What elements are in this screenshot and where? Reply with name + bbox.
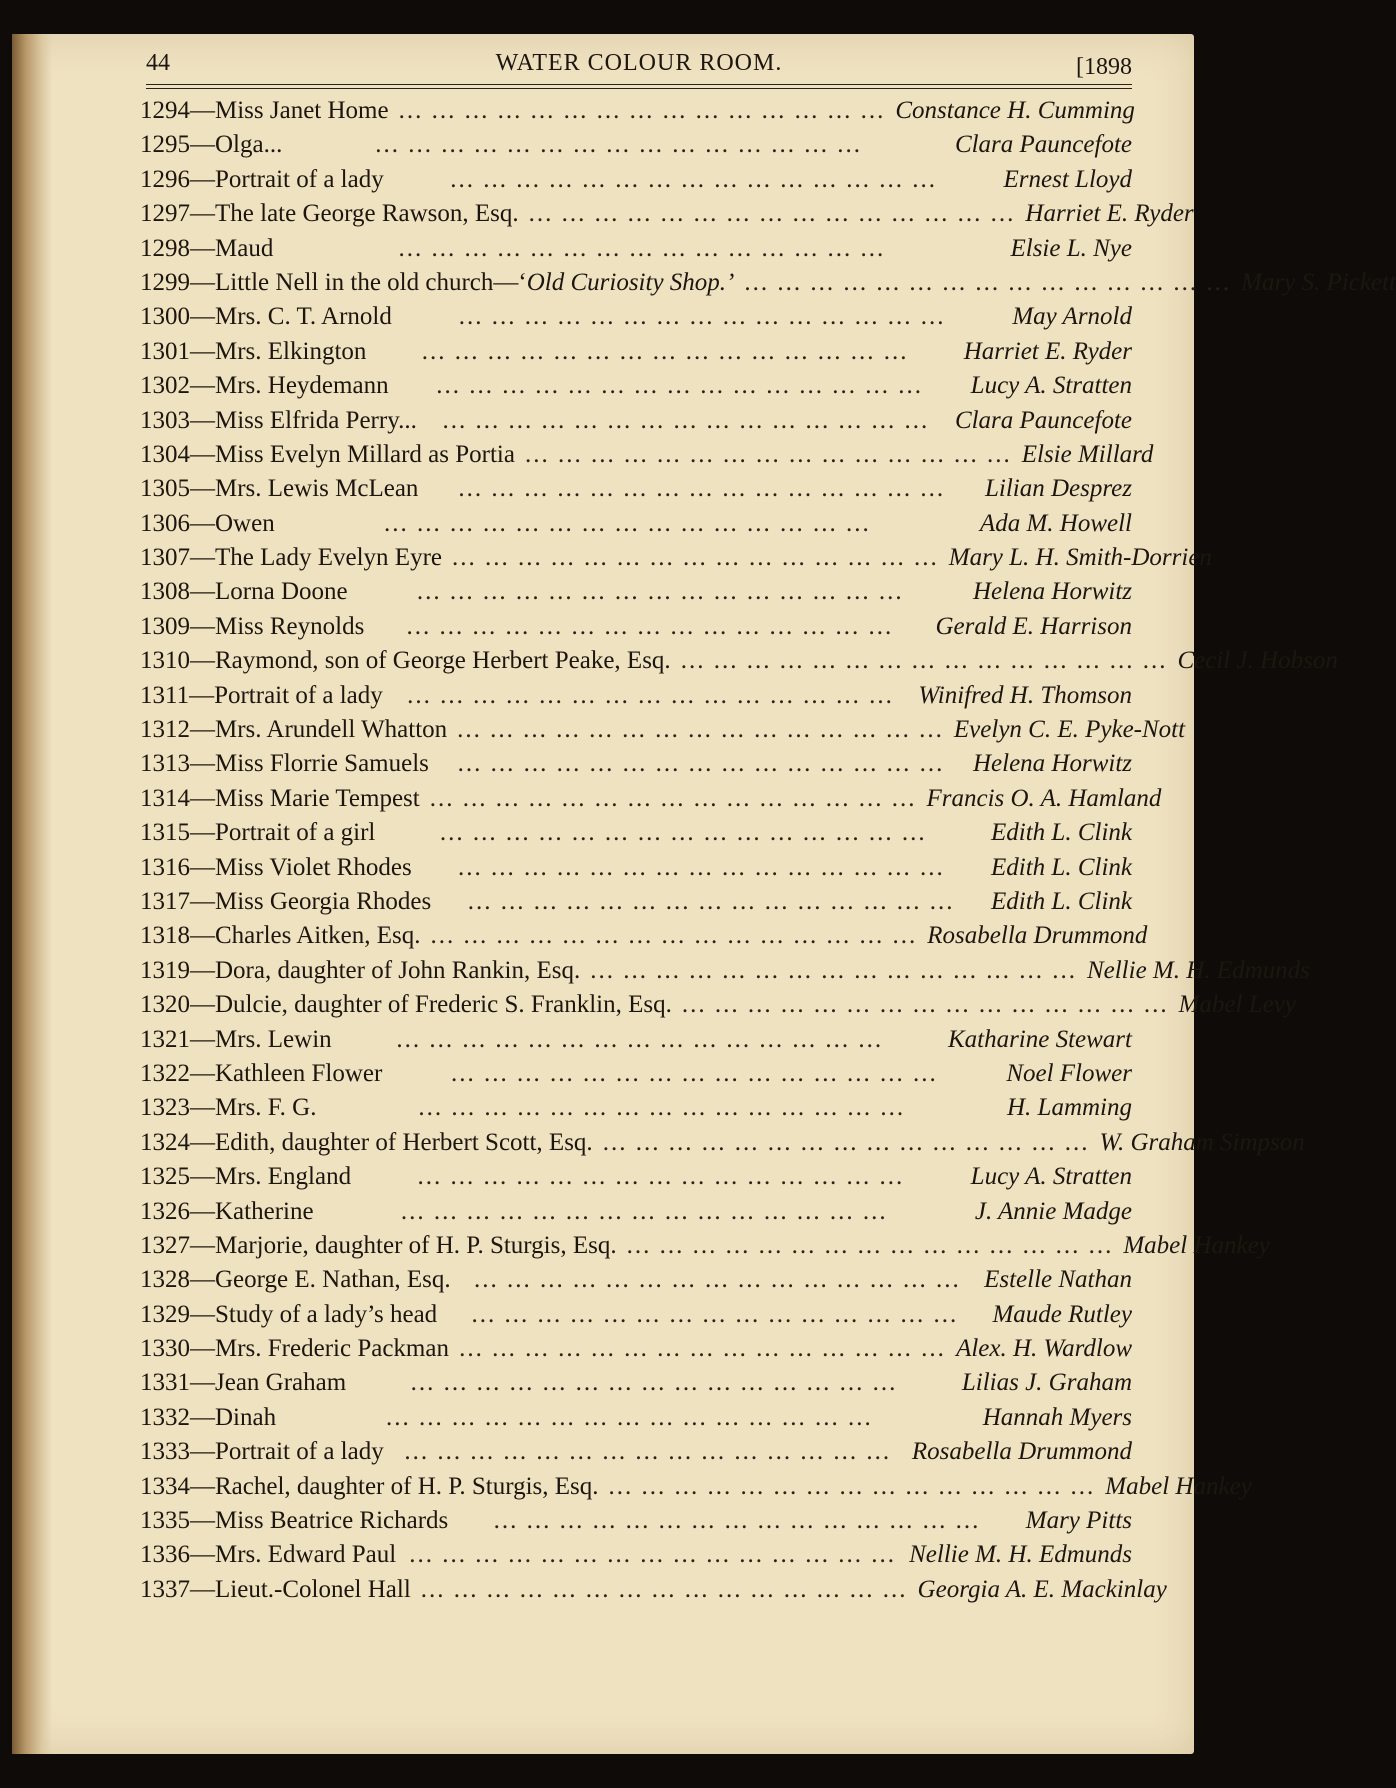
- entry-number: 1313: [140, 750, 190, 778]
- entry-artist: J. Annie Madge: [974, 1197, 1132, 1225]
- catalogue-entry: [140, 713, 1186, 747]
- entry-number: 1335: [140, 1507, 190, 1535]
- entry-artist: Rosabella Drummond: [911, 1438, 1132, 1466]
- entry-dash: —: [190, 784, 215, 812]
- entry-dash: —: [190, 887, 215, 915]
- entry-dash: —: [190, 475, 215, 503]
- catalogue-entry: [140, 197, 1194, 231]
- entry-number: 1302: [140, 372, 190, 400]
- entry-title: Miss Janet Home: [215, 97, 389, 124]
- entry-dash: —: [190, 991, 215, 1019]
- entry-title: Portrait of a lady: [215, 1438, 384, 1466]
- entry-number: 1326: [140, 1197, 190, 1225]
- dot-leader: ... ... ... ... ... ... ... ... ... ... ... ... ... ... ...: [442, 406, 930, 434]
- entry-number: 1328: [140, 1266, 190, 1294]
- entry-title: Miss Beatrice Richards: [215, 1507, 449, 1535]
- dot-leader: ... ... ... ... ... ... ... ... ... ... ... ... ... ... ...: [524, 440, 1012, 468]
- catalogue-entries: [140, 94, 1396, 1607]
- catalogue-entry: [140, 747, 1132, 781]
- entry-artist: Clara Pauncefote: [954, 406, 1132, 434]
- entry-dash: —: [190, 97, 215, 124]
- entry-title: Katherine: [215, 1197, 314, 1225]
- entry-number: 1334: [140, 1472, 190, 1500]
- dot-leader: ... ... ... ... ... ... ... ... ... ... ... ... ... ... ...: [418, 1094, 906, 1122]
- entry-number: 1314: [140, 784, 190, 812]
- entry-artist: Gerald E. Harrison: [935, 612, 1132, 640]
- entry-artist: Francis O. A. Hamland: [926, 784, 1162, 812]
- catalogue-entry: [140, 1332, 1132, 1366]
- entry-artist: Lucy A. Stratten: [970, 1163, 1132, 1191]
- dot-leader: ... ... ... ... ... ... ... ... ... ... ... ... ... ... ...: [467, 887, 955, 915]
- catalogue-entry: [140, 128, 1132, 162]
- catalogue-entry: [140, 163, 1132, 197]
- entry-artist: Mary Pitts: [1025, 1507, 1132, 1535]
- catalogue-entry: [140, 575, 1132, 609]
- entry-title: Miss Violet Rhodes: [215, 853, 412, 881]
- entry-title: Marjorie, daughter of H. P. Sturgis, Esq.: [215, 1231, 617, 1259]
- entry-number: 1318: [140, 922, 190, 950]
- entry-dash: —: [190, 1231, 215, 1259]
- entry-number: 1325: [140, 1163, 190, 1191]
- catalogue-entry: [140, 851, 1132, 885]
- entry-dash: —: [190, 1472, 215, 1500]
- entry-dash: —: [190, 544, 215, 572]
- entry-title: Mrs. F. G.: [215, 1094, 317, 1122]
- entry-artist: H. Lamming: [1006, 1094, 1132, 1122]
- dot-leader: ... ... ... ... ... ... ... ... ... ... ... ... ... ... ...: [471, 1300, 959, 1328]
- dot-leader: ... ... ... ... ... ... ... ... ... ... ... ... ... ... ...: [404, 1438, 892, 1466]
- catalogue-entry: [140, 1160, 1132, 1194]
- entry-artist: Ernest Lloyd: [1003, 165, 1132, 193]
- entry-number: 1296: [140, 165, 190, 193]
- entry-title: The late George Rawson, Esq.: [215, 200, 519, 228]
- entry-dash: —: [190, 268, 215, 296]
- entry-number: 1303: [140, 406, 190, 434]
- entry-dash: —: [190, 612, 215, 640]
- entry-number: 1332: [140, 1403, 190, 1431]
- entry-artist: May Arnold: [1012, 303, 1132, 331]
- catalogue-entry: [140, 300, 1132, 334]
- catalogue-entry: [140, 335, 1132, 369]
- entry-dash: —: [190, 406, 215, 434]
- entry-title: Mrs. Heydemann: [215, 372, 389, 400]
- entry-title: Study of a lady’s head: [215, 1300, 438, 1328]
- catalogue-entry: [140, 232, 1132, 266]
- entry-dash: —: [190, 131, 215, 159]
- catalogue-entry: [140, 610, 1132, 644]
- dot-leader: ... ... ... ... ... ... ... ... ... ... ... ... ... ... ...: [457, 750, 945, 778]
- entry-title-italic: Old Curiosity Shop.’: [526, 268, 735, 296]
- entry-artist: Lilian Desprez: [985, 475, 1132, 503]
- entry-title: Raymond, son of George Herbert Peake, Esq.: [215, 647, 671, 675]
- dot-leader: ... ... ... ... ... ... ... ... ... ... ... ... ... ... ...: [436, 372, 923, 400]
- catalogue-entry: [140, 1298, 1132, 1332]
- dot-leader: ... ... ... ... ... ... ... ... ... ... ... ... ... ... ...: [406, 612, 894, 640]
- entry-artist: Edith L. Clink: [991, 853, 1132, 881]
- dot-leader: ... ... ... ... ... ... ... ... ... ... ... ... ... ... ...: [400, 1197, 888, 1225]
- catalogue-entry: [140, 541, 1212, 575]
- running-title: WATER COLOUR ROOM.: [495, 50, 783, 76]
- entry-artist: Lucy A. Stratten: [970, 372, 1132, 400]
- catalogue-entry: [140, 1366, 1132, 1400]
- catalogue-entry: [140, 1229, 1270, 1263]
- entry-artist: Edith L. Clink: [991, 819, 1132, 847]
- entry-dash: —: [190, 922, 215, 950]
- entry-number: 1309: [140, 612, 190, 640]
- entry-number: 1320: [140, 991, 190, 1019]
- catalogue-entry: [140, 404, 1132, 438]
- entry-artist: Clara Pauncefote: [954, 131, 1132, 159]
- entry-dash: —: [190, 1300, 215, 1328]
- dot-leader: ... ... ... ... ... ... ... ... ... ... ... ... ... ... ...: [457, 716, 944, 744]
- entry-number: 1308: [140, 578, 190, 606]
- entry-number: 1310: [140, 647, 190, 675]
- entry-dash: —: [190, 200, 215, 228]
- entry-artist: Edith L. Clink: [991, 887, 1132, 915]
- entry-number: 1306: [140, 509, 190, 537]
- dot-leader: ... ... ... ... ... ... ... ... ... ... ... ... ... ... ...: [398, 234, 886, 262]
- dot-leader: ... ... ... ... ... ... ... ... ... ... ... ... ... ... ...: [590, 956, 1077, 984]
- entry-title: Portrait of a girl: [215, 819, 376, 847]
- dot-leader: ... ... ... ... ... ... ... ... ... ... ... ... ... ... ...: [450, 165, 937, 193]
- entry-dash: —: [190, 956, 215, 984]
- dot-leader: ... ... ... ... ... ... ... ... ... ... ... ... ... ... ...: [410, 1369, 898, 1397]
- entry-dash: —: [190, 372, 215, 400]
- entry-dash: —: [190, 234, 215, 262]
- entry-artist: Lilias J. Graham: [961, 1369, 1132, 1397]
- entry-title: Mrs. Frederic Packman: [215, 1335, 449, 1363]
- entry-number: 1329: [140, 1300, 190, 1328]
- entry-title: Mrs. England: [215, 1163, 352, 1191]
- catalogue-entry: [140, 94, 1135, 128]
- entry-dash: —: [190, 1059, 215, 1087]
- catalogue-entry: [140, 438, 1154, 472]
- entry-dash: —: [190, 1403, 215, 1431]
- dot-leader: ... ... ... ... ... ... ... ... ... ... ... ... ... ... ...: [439, 819, 927, 847]
- entry-number: 1305: [140, 475, 190, 503]
- entry-artist: Hannah Myers: [982, 1403, 1132, 1431]
- catalogue-entry: [140, 1057, 1132, 1091]
- dot-leader: ... ... ... ... ... ... ... ... ... ... ... ... ... ... ...: [420, 1575, 908, 1603]
- entry-title: Mrs. Elkington: [215, 337, 367, 365]
- entry-number: 1300: [140, 303, 190, 331]
- catalogue-entry: [140, 816, 1132, 850]
- catalogue-entry: [140, 1573, 1167, 1607]
- entry-number: 1304: [140, 440, 190, 468]
- entry-artist: Georgia A. E. Mackinlay: [917, 1575, 1167, 1603]
- catalogue-entry: [140, 507, 1132, 541]
- entry-dash: —: [190, 716, 215, 744]
- entry-title: Lieut.-Colonel Hall: [215, 1575, 411, 1603]
- entry-number: 1336: [140, 1541, 190, 1569]
- entry-number: 1301: [140, 337, 190, 365]
- entry-number: 1299: [140, 268, 190, 296]
- header-rule-top: [146, 84, 1132, 85]
- entry-title: Kathleen Flower: [215, 1059, 383, 1087]
- dot-leader: ... ... ... ... ... ... ... ... ... ... ... ... ... ... ...: [375, 131, 863, 159]
- entry-dash: —: [190, 1197, 215, 1225]
- entry-dash: —: [190, 647, 215, 675]
- entry-title: Miss Marie Tempest: [215, 784, 420, 812]
- entry-number: 1330: [140, 1335, 190, 1363]
- entry-title: Olga...: [215, 131, 283, 159]
- entry-number: 1319: [140, 956, 190, 984]
- entry-artist: Mabel Hankey: [1123, 1231, 1270, 1259]
- entry-artist: Mabel Levy: [1178, 991, 1296, 1019]
- entry-title: Maud: [215, 234, 274, 262]
- entry-artist: Mary L. H. Smith-Dorrien: [948, 544, 1212, 572]
- dot-leader: ... ... ... ... ... ... ... ... ... ... ... ... ... ... ...: [493, 1507, 981, 1535]
- entry-artist: Elsie Millard: [1021, 440, 1154, 468]
- entry-dash: —: [190, 165, 215, 193]
- dot-leader: ... ... ... ... ... ... ... ... ... ... ... ... ... ... ...: [473, 1266, 961, 1294]
- entry-artist: Rosabella Drummond: [927, 922, 1148, 950]
- entry-title: Mrs. Arundell Whatton: [215, 716, 448, 744]
- entry-artist: Nellie M. H. Edmunds: [1086, 956, 1310, 984]
- dot-leader: ... ... ... ... ... ... ... ... ... ... ... ... ... ... ...: [429, 784, 917, 812]
- catalogue-entry: [140, 1126, 1305, 1160]
- catalogue-entry: [140, 1470, 1252, 1504]
- entry-title: Miss Reynolds: [215, 612, 365, 640]
- entry-title: Mrs. Lewin: [215, 1025, 332, 1053]
- catalogue-entry: [140, 1023, 1132, 1057]
- entry-artist: Helena Horwitz: [972, 578, 1132, 606]
- catalogue-entry: [140, 885, 1132, 919]
- dot-leader: ... ... ... ... ... ... ... ... ... ... ... ... ... ... ...: [409, 1541, 897, 1569]
- catalogue-entry: [140, 782, 1162, 816]
- dot-leader: ... ... ... ... ... ... ... ... ... ... ... ... ... ... ...: [602, 1128, 1090, 1156]
- dot-leader: ... ... ... ... ... ... ... ... ... ... ... ... ... ... ...: [383, 509, 871, 537]
- book-gutter: [12, 34, 52, 1754]
- entry-dash: —: [190, 1575, 215, 1603]
- dot-leader: ... ... ... ... ... ... ... ... ... ... ... ... ... ... ...: [458, 475, 946, 503]
- entry-title: Mrs. Lewis McLean: [215, 475, 419, 503]
- entry-number: 1321: [140, 1025, 190, 1053]
- dot-leader: ... ... ... ... ... ... ... ... ... ... ... ... ... ... ...: [396, 1025, 884, 1053]
- catalogue-entry: [140, 1091, 1132, 1125]
- entry-artist: Alex. H. Wardlow: [956, 1335, 1132, 1363]
- dot-leader: ... ... ... ... ... ... ... ... ... ... ... ... ... ... ...: [450, 1059, 938, 1087]
- catalogue-entry: [140, 1401, 1132, 1435]
- dot-leader: ... ... ... ... ... ... ... ... ... ... ... ... ... ... ...: [386, 1403, 873, 1431]
- entry-title: Charles Aitken, Esq.: [215, 922, 421, 950]
- page-number: 44: [146, 50, 170, 76]
- entry-artist: Cecil J. Hobson: [1177, 647, 1338, 675]
- dot-leader: ... ... ... ... ... ... ... ... ... ... ... ... ... ... ...: [528, 200, 1016, 228]
- entry-dash: —: [190, 1438, 215, 1466]
- entry-title: Owen: [215, 509, 275, 537]
- dot-leader: ... ... ... ... ... ... ... ... ... ... ... ... ... ... ...: [417, 1163, 905, 1191]
- dot-leader: ... ... ... ... ... ... ... ... ... ... ... ... ... ... ...: [398, 97, 886, 124]
- entry-artist: Harriet E. Ryder: [1025, 200, 1194, 228]
- entry-dash: —: [190, 303, 215, 331]
- entry-dash: —: [190, 819, 215, 847]
- entry-dash: —: [190, 853, 215, 881]
- entry-number: 1295: [140, 131, 190, 159]
- entry-dash: —: [190, 337, 215, 365]
- entry-title: Mrs. C. T. Arnold: [215, 303, 392, 331]
- dot-leader: ... ... ... ... ... ... ... ... ... ... ... ... ... ... ...: [457, 853, 945, 881]
- catalogue-entry: [140, 954, 1310, 988]
- catalogue-entry: [140, 266, 1396, 300]
- entry-artist: Mary S. Pickett: [1241, 268, 1396, 296]
- entry-artist: Noel Flower: [1006, 1059, 1132, 1087]
- dot-leader: ... ... ... ... ... ... ... ... ... ... ... ... ... ... ...: [458, 303, 946, 331]
- dot-leader: ... ... ... ... ... ... ... ... ... ... ... ... ... ... ...: [681, 991, 1169, 1019]
- dot-leader: ... ... ... ... ... ... ... ... ... ... ... ... ... ... ...: [680, 647, 1168, 675]
- entry-number: 1316: [140, 853, 190, 881]
- entry-number: 1311: [140, 681, 190, 709]
- entry-artist: Elsie L. Nye: [1010, 234, 1132, 262]
- catalogue-entry: [140, 369, 1132, 403]
- dot-leader: ... ... ... ... ... ... ... ... ... ... ... ... ... ... ...: [626, 1231, 1114, 1259]
- entry-number: 1323: [140, 1094, 190, 1122]
- dot-leader: ... ... ... ... ... ... ... ... ... ... ... ... ... ... ...: [430, 922, 918, 950]
- entry-artist: W. Graham Simpson: [1099, 1128, 1305, 1156]
- dot-leader: ... ... ... ... ... ... ... ... ... ... ... ... ... ... ...: [459, 1335, 946, 1363]
- entry-dash: —: [190, 1094, 215, 1122]
- entry-title: Lorna Doone: [215, 578, 348, 606]
- entry-number: 1324: [140, 1128, 190, 1156]
- entry-artist: Ada M. Howell: [979, 509, 1132, 537]
- catalogue-entry: [140, 1435, 1132, 1469]
- entry-dash: —: [190, 1128, 215, 1156]
- entry-dash: —: [190, 1335, 215, 1363]
- entry-number: 1337: [140, 1575, 190, 1603]
- catalogue-entry: [140, 1538, 1132, 1572]
- entry-title: Jean Graham: [215, 1369, 347, 1397]
- entry-number: 1312: [140, 716, 190, 744]
- header-rule-bottom: [146, 88, 1132, 89]
- catalogue-entry: [140, 1504, 1132, 1538]
- catalogue-entry: [140, 1195, 1132, 1229]
- entry-artist: Harriet E. Ryder: [963, 337, 1132, 365]
- entry-title: Portrait of a lady: [214, 681, 383, 709]
- catalogue-entry: [140, 988, 1296, 1022]
- entry-artist: Winifred H. Thomson: [918, 681, 1132, 709]
- entry-title: Miss Evelyn Millard as Portia: [215, 440, 515, 468]
- entry-artist: Helena Horwitz: [972, 750, 1132, 778]
- entry-dash: —: [190, 1163, 215, 1191]
- entry-number: 1331: [140, 1369, 190, 1397]
- entry-title: Dora, daughter of John Rankin, Esq.: [215, 956, 581, 984]
- entry-dash: —: [190, 750, 215, 778]
- entry-dash: —: [190, 509, 215, 537]
- dot-leader: ... ... ... ... ... ... ... ... ... ... ... ... ... ... ...: [416, 578, 904, 606]
- entry-dash: —: [190, 1507, 215, 1535]
- entry-artist: Estelle Nathan: [984, 1266, 1132, 1294]
- entry-number: 1298: [140, 234, 190, 262]
- catalogue-entry: [140, 1263, 1132, 1297]
- entry-dash: —: [190, 1025, 215, 1053]
- entry-title: Little Nell in the old church—‘: [215, 268, 527, 296]
- entry-title: Miss Florrie Samuels: [215, 750, 429, 778]
- entry-title: Edith, daughter of Herbert Scott, Esq.: [215, 1128, 593, 1156]
- entry-artist: Nellie M. H. Edmunds: [909, 1541, 1132, 1569]
- entry-dash: —: [190, 440, 215, 468]
- catalogue-entry: [140, 644, 1338, 678]
- catalogue-entry: [140, 919, 1148, 953]
- entry-number: 1297: [140, 200, 190, 228]
- catalogue-entry: [140, 472, 1132, 506]
- entry-title: Dulcie, daughter of Frederic S. Franklin, Esq.: [215, 991, 672, 1019]
- dot-leader: ... ... ... ... ... ... ... ... ... ... ... ... ... ... ...: [407, 681, 894, 709]
- entry-dash: —: [190, 1266, 215, 1294]
- entry-number: 1315: [140, 819, 190, 847]
- entry-dash: —: [189, 681, 215, 709]
- entry-title: Mrs. Edward Paul: [215, 1541, 397, 1569]
- entry-artist: Mabel Hankey: [1105, 1472, 1252, 1500]
- entry-title: The Lady Evelyn Eyre: [215, 544, 442, 572]
- entry-title: Miss Georgia Rhodes: [215, 887, 432, 915]
- entry-number: 1294: [140, 97, 190, 124]
- entry-artist: Constance H. Cumming: [895, 97, 1135, 124]
- entry-title: Rachel, daughter of H. P. Sturgis, Esq.: [215, 1472, 599, 1500]
- catalogue-entry: [140, 679, 1132, 713]
- entry-dash: —: [190, 1541, 215, 1569]
- entry-title: Miss Elfrida Perry...: [215, 406, 417, 434]
- entry-dash: —: [190, 1369, 215, 1397]
- entry-title: George E. Nathan, Esq.: [215, 1266, 451, 1294]
- entry-number: 1322: [140, 1059, 190, 1087]
- entry-number: 1317: [140, 887, 190, 915]
- entry-artist: Maude Rutley: [992, 1300, 1132, 1328]
- entry-number: 1327: [140, 1231, 190, 1259]
- entry-number: 1333: [140, 1438, 190, 1466]
- dot-leader: ... ... ... ... ... ... ... ... ... ... ... ... ... ... ...: [608, 1472, 1096, 1500]
- entry-title: Dinah: [215, 1403, 277, 1431]
- entry-artist: Evelyn C. E. Pyke-Nott: [953, 716, 1186, 744]
- dot-leader: ... ... ... ... ... ... ... ... ... ... ... ... ... ... ...: [421, 337, 909, 365]
- entry-title: Portrait of a lady: [215, 165, 384, 193]
- entry-dash: —: [190, 578, 215, 606]
- entry-number: 1307: [140, 544, 190, 572]
- dot-leader: ... ... ... ... ... ... ... ... ... ... ... ... ... ... ...: [744, 268, 1232, 296]
- entry-artist: Katharine Stewart: [947, 1025, 1132, 1053]
- dot-leader: ... ... ... ... ... ... ... ... ... ... ... ... ... ... ...: [452, 544, 939, 572]
- year-label: [1898: [1076, 54, 1132, 80]
